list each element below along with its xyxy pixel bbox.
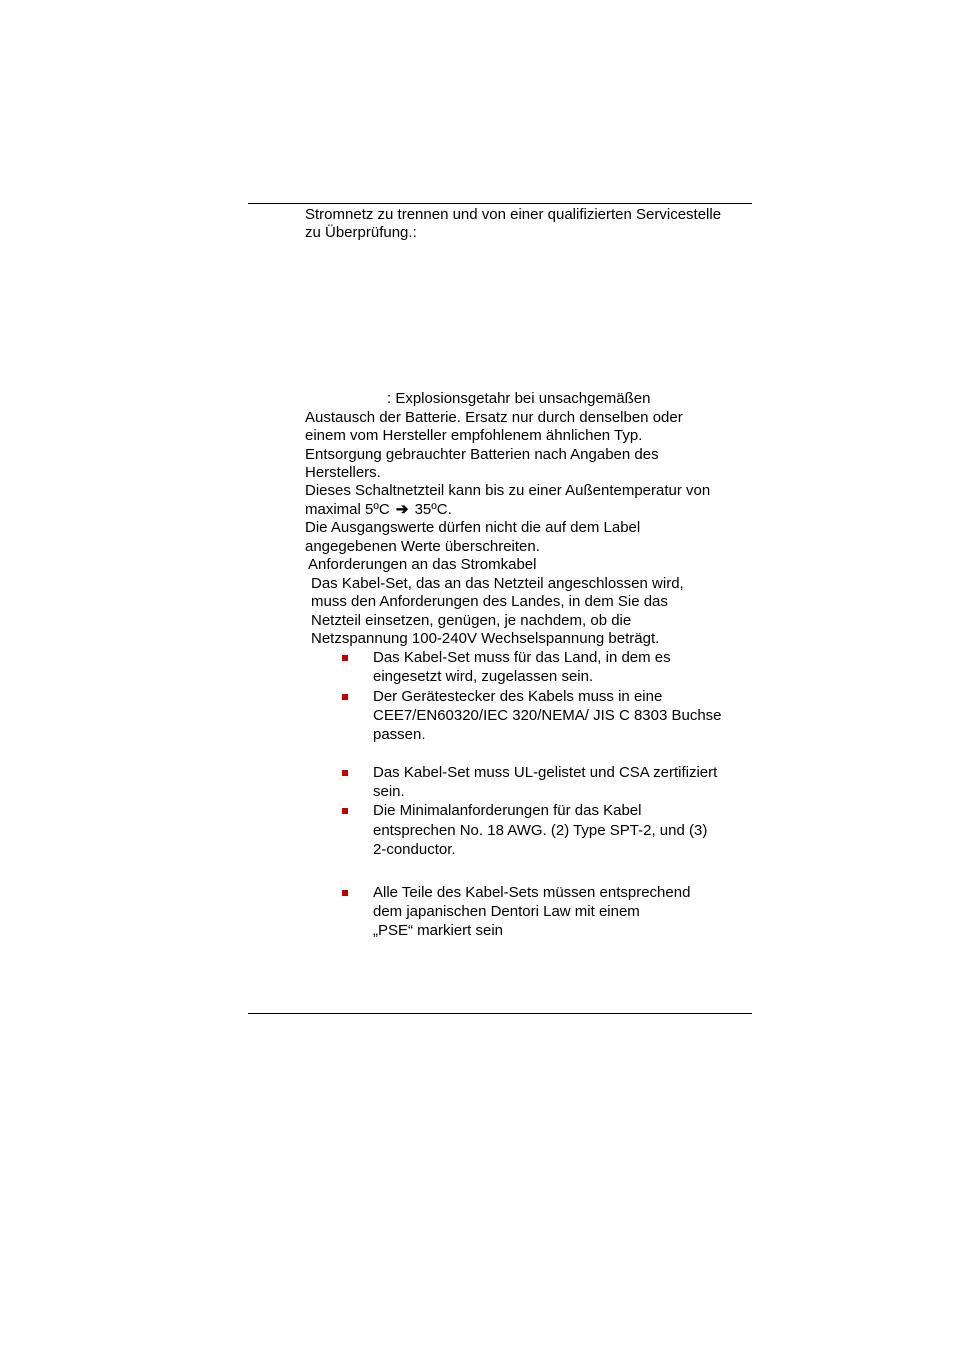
cable-intro-line-3: Netzteil einsetzen, genügen, je nachdem, ob die [311, 612, 632, 629]
bullet-2-line-1: Der Gerätestecker des Kabels muss in eine [373, 688, 663, 705]
bullet-4-line-3: 2-conductor. [373, 841, 456, 858]
bullet-square-icon [342, 655, 348, 661]
bullet-1-line-2: eingesetzt wird, zugelassen sein. [373, 668, 594, 685]
bullet-3-line-1: Das Kabel-Set muss UL-gelistet und CSA zertifiziert [373, 764, 718, 781]
bullet-2-line-3: passen. [373, 726, 426, 743]
bullet-2-line-2: CEE7/EN60320/IEC 320/NEMA/ JIS C 8303 Buchse [373, 707, 722, 724]
output-line-2: angegebenen Werte überschreiten. [305, 538, 540, 555]
bullet-4-line-2: entsprechen No. 18 AWG. (2) Type SPT-2, und (3) [373, 822, 708, 839]
intro-line-2: zu Überprüfung.: [305, 224, 417, 241]
bullet-5-line-1: Alle Teile des Kabel-Sets müssen entsprechend [373, 884, 691, 901]
header-rule [248, 203, 752, 204]
bullet-5-line-2: dem japanischen Dentori Law mit einem [373, 903, 640, 920]
bullet-square-icon [342, 770, 348, 776]
battery-warning-line-2: Austausch der Batterie. Ersatz nur durch denselben oder [305, 409, 683, 426]
temperature-max: 35ºC. [414, 501, 452, 518]
temperature-line-2 [305, 501, 452, 520]
bullet-1-line-1: Das Kabel-Set muss für das Land, in dem es [373, 649, 671, 666]
battery-warning-line-4: Entsorgung gebrauchter Batterien nach Angaben des [305, 446, 659, 463]
temperature-min: maximal 5ºC [305, 501, 390, 518]
footer-rule [248, 1013, 752, 1014]
cable-intro-line-2: muss den Anforderungen des Landes, in dem Sie das [311, 593, 668, 610]
bullet-square-icon [342, 890, 348, 896]
cable-intro-line-1: Das Kabel-Set, das an das Netzteil angeschlossen wird, [311, 575, 684, 592]
bullet-square-icon [342, 694, 348, 700]
battery-warning-line-3: einem vom Hersteller empfohlenem ähnlichen Typ. [305, 427, 643, 444]
battery-warning-line-5: Herstellers. [305, 464, 381, 481]
bullet-square-icon [342, 808, 348, 814]
bullet-4-line-1: Die Minimalanforderungen für das Kabel [373, 802, 642, 819]
cable-intro-line-4: Netzspannung 100-240V Wechselspannung beträgt. [311, 630, 660, 647]
battery-warning-line-1: : Explosionsgetahr bei unsachgemäßen [387, 390, 651, 407]
intro-line-1: Stromnetz zu trennen und von einer qualifizierten Servicestelle [305, 206, 722, 223]
temperature-line-1: Dieses Schaltnetzteil kann bis zu einer Außentemperatur von [305, 482, 711, 499]
arrow-right-icon: ➔ [395, 501, 409, 518]
bullet-5-line-3: „PSE“ markiert sein [373, 922, 504, 939]
bullet-3-line-2: sein. [373, 783, 405, 800]
cable-heading: Anforderungen an das Stromkabel [308, 556, 537, 573]
output-line-1: Die Ausgangswerte dürfen nicht die auf dem Label [305, 519, 641, 536]
